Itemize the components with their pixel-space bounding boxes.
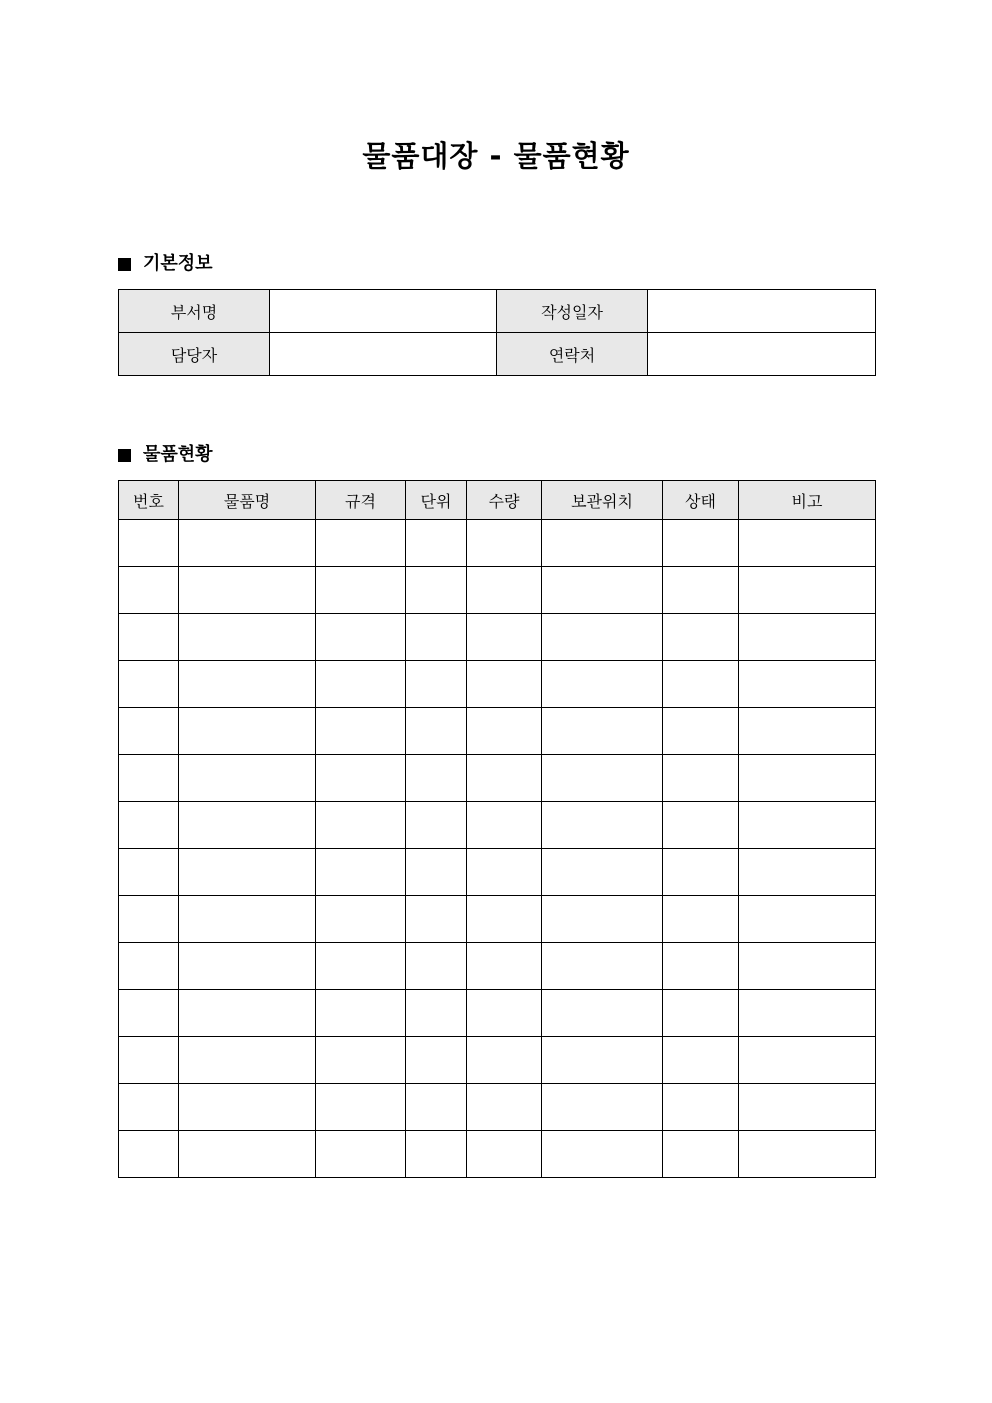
number-cell[interactable] <box>119 1084 179 1131</box>
number-cell[interactable] <box>119 849 179 896</box>
item-name-cell[interactable] <box>179 802 316 849</box>
number-cell[interactable] <box>119 990 179 1037</box>
location-cell[interactable] <box>542 661 663 708</box>
item-name-cell[interactable] <box>179 755 316 802</box>
basic-info-heading <box>118 252 213 276</box>
number-cell[interactable] <box>119 520 179 567</box>
items-table <box>118 480 876 1178</box>
table-row <box>119 802 876 849</box>
number-cell[interactable] <box>119 708 179 755</box>
unit-cell[interactable] <box>406 943 467 990</box>
department-label: 부서명 <box>119 290 270 333</box>
basic-info-table <box>118 289 876 376</box>
status-cell[interactable] <box>663 567 739 614</box>
unit-cell[interactable] <box>406 1037 467 1084</box>
basic-info-row <box>119 333 876 376</box>
location-cell[interactable] <box>542 802 663 849</box>
department-field[interactable] <box>270 290 497 333</box>
unit-cell[interactable] <box>406 990 467 1037</box>
item-name-cell[interactable] <box>179 896 316 943</box>
spec-cell[interactable] <box>316 990 406 1037</box>
remarks-cell[interactable] <box>739 990 876 1037</box>
number-cell[interactable] <box>119 802 179 849</box>
items-heading-label: 물품현황 <box>143 444 213 465</box>
location-cell[interactable] <box>542 990 663 1037</box>
column-header-number: 번호 <box>119 481 179 520</box>
item-name-cell[interactable] <box>179 661 316 708</box>
table-row <box>119 614 876 661</box>
spec-cell[interactable] <box>316 1131 406 1178</box>
item-name-cell[interactable] <box>179 943 316 990</box>
table-row <box>119 849 876 896</box>
quantity-cell[interactable] <box>467 802 542 849</box>
contact-label: 연락처 <box>497 333 648 376</box>
quantity-cell[interactable] <box>467 755 542 802</box>
location-cell[interactable] <box>542 708 663 755</box>
status-cell[interactable] <box>663 661 739 708</box>
spec-cell[interactable] <box>316 614 406 661</box>
unit-cell[interactable] <box>406 520 467 567</box>
quantity-cell[interactable] <box>467 1037 542 1084</box>
column-header-quantity: 수량 <box>467 481 542 520</box>
status-cell[interactable] <box>663 990 739 1037</box>
quantity-cell[interactable] <box>467 520 542 567</box>
column-header-remarks: 비고 <box>739 481 876 520</box>
unit-cell[interactable] <box>406 896 467 943</box>
basic-info-heading-label: 기본정보 <box>143 253 213 274</box>
status-cell[interactable] <box>663 1084 739 1131</box>
item-name-cell[interactable] <box>179 1037 316 1084</box>
spec-cell[interactable] <box>316 1037 406 1084</box>
unit-cell[interactable] <box>406 755 467 802</box>
table-row <box>119 520 876 567</box>
unit-cell[interactable] <box>406 708 467 755</box>
status-cell[interactable] <box>663 708 739 755</box>
number-cell[interactable] <box>119 755 179 802</box>
unit-cell[interactable] <box>406 661 467 708</box>
item-name-cell[interactable] <box>179 520 316 567</box>
unit-cell[interactable] <box>406 614 467 661</box>
remarks-cell[interactable] <box>739 802 876 849</box>
number-cell[interactable] <box>119 1131 179 1178</box>
date-field[interactable] <box>648 290 876 333</box>
column-header-status: 상태 <box>663 481 739 520</box>
remarks-cell[interactable] <box>739 849 876 896</box>
location-cell[interactable] <box>542 614 663 661</box>
table-row <box>119 896 876 943</box>
table-row <box>119 755 876 802</box>
square-bullet-icon <box>118 449 131 462</box>
spec-cell[interactable] <box>316 896 406 943</box>
unit-cell[interactable] <box>406 1131 467 1178</box>
item-name-cell[interactable] <box>179 567 316 614</box>
items-table-body <box>119 520 876 1178</box>
number-cell[interactable] <box>119 1037 179 1084</box>
location-cell[interactable] <box>542 1037 663 1084</box>
status-cell[interactable] <box>663 614 739 661</box>
status-cell[interactable] <box>663 943 739 990</box>
status-cell[interactable] <box>663 1131 739 1178</box>
date-label: 작성일자 <box>497 290 648 333</box>
quantity-cell[interactable] <box>467 990 542 1037</box>
remarks-cell[interactable] <box>739 1084 876 1131</box>
location-cell[interactable] <box>542 567 663 614</box>
number-cell[interactable] <box>119 943 179 990</box>
location-cell[interactable] <box>542 896 663 943</box>
item-name-cell[interactable] <box>179 1084 316 1131</box>
number-cell[interactable] <box>119 614 179 661</box>
quantity-cell[interactable] <box>467 943 542 990</box>
quantity-cell[interactable] <box>467 896 542 943</box>
column-header-location: 보관위치 <box>542 481 663 520</box>
remarks-cell[interactable] <box>739 1037 876 1084</box>
items-heading <box>118 443 213 467</box>
items-header-row <box>119 481 876 520</box>
item-name-cell[interactable] <box>179 614 316 661</box>
status-cell[interactable] <box>663 849 739 896</box>
number-cell[interactable] <box>119 567 179 614</box>
spec-cell[interactable] <box>316 755 406 802</box>
remarks-cell[interactable] <box>739 896 876 943</box>
remarks-cell[interactable] <box>739 708 876 755</box>
location-cell[interactable] <box>542 520 663 567</box>
item-name-cell[interactable] <box>179 849 316 896</box>
remarks-cell[interactable] <box>739 520 876 567</box>
remarks-cell[interactable] <box>739 943 876 990</box>
remarks-cell[interactable] <box>739 567 876 614</box>
spec-cell[interactable] <box>316 520 406 567</box>
table-row <box>119 1037 876 1084</box>
spec-cell[interactable] <box>316 802 406 849</box>
page-title: 물품대장 - 물품현황 <box>362 139 630 173</box>
unit-cell[interactable] <box>406 802 467 849</box>
unit-cell[interactable] <box>406 849 467 896</box>
table-row <box>119 661 876 708</box>
status-cell[interactable] <box>663 802 739 849</box>
location-cell[interactable] <box>542 849 663 896</box>
square-bullet-icon <box>118 258 131 271</box>
quantity-cell[interactable] <box>467 567 542 614</box>
spec-cell[interactable] <box>316 1084 406 1131</box>
item-name-cell[interactable] <box>179 990 316 1037</box>
column-header-item-name: 물품명 <box>179 481 316 520</box>
basic-info-row <box>119 290 876 333</box>
quantity-cell[interactable] <box>467 708 542 755</box>
status-cell[interactable] <box>663 755 739 802</box>
status-cell[interactable] <box>663 1037 739 1084</box>
remarks-cell[interactable] <box>739 661 876 708</box>
item-name-cell[interactable] <box>179 1131 316 1178</box>
unit-cell[interactable] <box>406 567 467 614</box>
contact-field[interactable] <box>648 333 876 376</box>
table-row <box>119 943 876 990</box>
location-cell[interactable] <box>542 1084 663 1131</box>
table-row <box>119 1131 876 1178</box>
spec-cell[interactable] <box>316 943 406 990</box>
spec-cell[interactable] <box>316 661 406 708</box>
quantity-cell[interactable] <box>467 614 542 661</box>
status-cell[interactable] <box>663 520 739 567</box>
table-row <box>119 567 876 614</box>
location-cell[interactable] <box>542 943 663 990</box>
quantity-cell[interactable] <box>467 1131 542 1178</box>
quantity-cell[interactable] <box>467 661 542 708</box>
location-cell[interactable] <box>542 755 663 802</box>
manager-label: 담당자 <box>119 333 270 376</box>
spec-cell[interactable] <box>316 849 406 896</box>
quantity-cell[interactable] <box>467 849 542 896</box>
manager-field[interactable] <box>270 333 497 376</box>
number-cell[interactable] <box>119 896 179 943</box>
spec-cell[interactable] <box>316 567 406 614</box>
item-name-cell[interactable] <box>179 708 316 755</box>
column-header-spec: 규격 <box>316 481 406 520</box>
quantity-cell[interactable] <box>467 1084 542 1131</box>
number-cell[interactable] <box>119 661 179 708</box>
remarks-cell[interactable] <box>739 1131 876 1178</box>
location-cell[interactable] <box>542 1131 663 1178</box>
spec-cell[interactable] <box>316 708 406 755</box>
table-row <box>119 1084 876 1131</box>
remarks-cell[interactable] <box>739 614 876 661</box>
table-row <box>119 990 876 1037</box>
remarks-cell[interactable] <box>739 755 876 802</box>
status-cell[interactable] <box>663 896 739 943</box>
table-row <box>119 708 876 755</box>
column-header-unit: 단위 <box>406 481 467 520</box>
unit-cell[interactable] <box>406 1084 467 1131</box>
